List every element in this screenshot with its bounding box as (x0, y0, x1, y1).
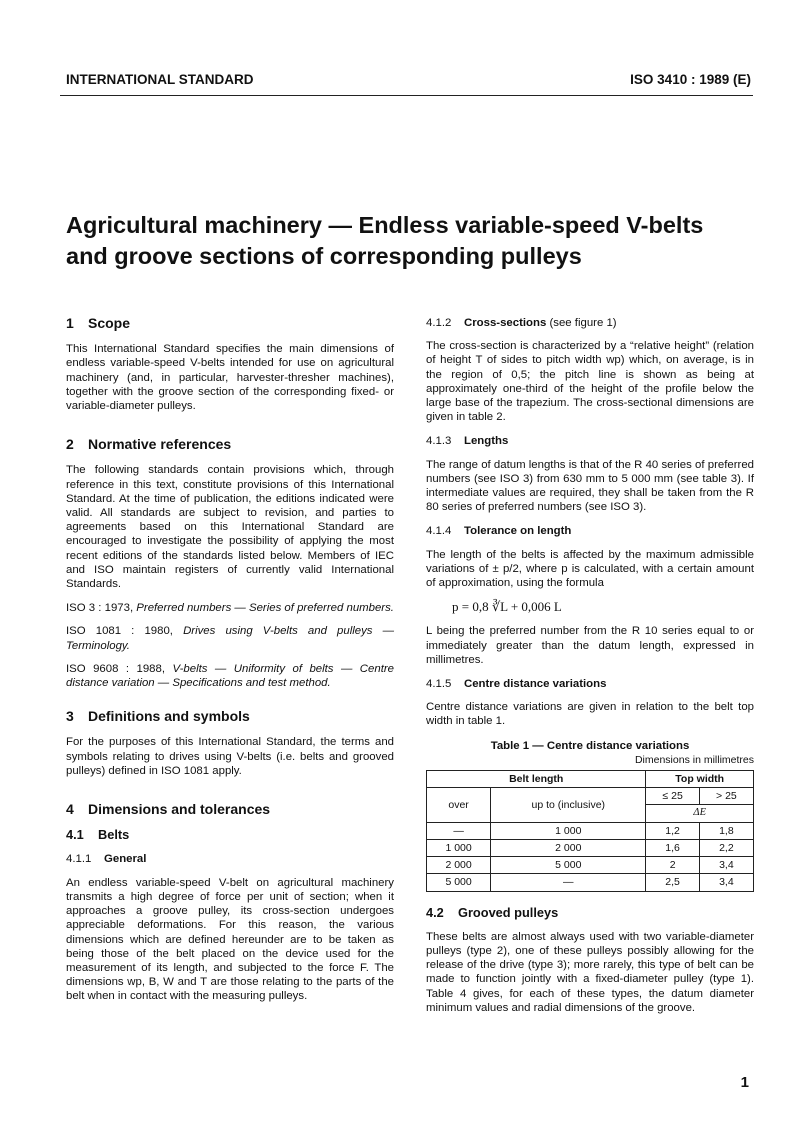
table-cell: 1 000 (427, 839, 491, 856)
table-cell: 2,2 (699, 839, 753, 856)
reference-list (66, 601, 394, 690)
table-cell: 1,8 (699, 822, 753, 839)
section-2-heading: 2 Normative references (66, 436, 232, 453)
left-column (66, 316, 394, 1014)
table-cell: — (491, 874, 646, 891)
section-4-2-text: These belts are almost always used with two variable-diameter pulleys (type 2), one of these pulleys possibly allowing for the release of the drive (type 3); more rarely, this type of belt can be made to function jointly with a fixed-diameter pulley (type 1). Table 4 gives, for each of these types, the datum diameter minimum values and radial dimensions of the groove. (426, 930, 754, 1014)
over-header: over (427, 788, 491, 822)
reference-item: ISO 9608 : 1988, V-belts — Uniformity of belts — Centre distance variation — Specifications and test method. (66, 662, 394, 690)
section-4-1-4-heading: 4.1.4 Tolerance on length (426, 525, 572, 538)
centre-distance-table (426, 770, 754, 891)
section-4-1-5-text: Centre distance variations are given in relation to the belt top width in table 1. (426, 701, 754, 728)
table-cell: 3,4 (699, 874, 753, 891)
header-rule (60, 95, 753, 96)
table-cell: 2 (646, 857, 699, 874)
section-3-text: For the purposes of this International Standard, the terms and symbols relating to drives using V-belts (i.e. belts and grooved pulleys) defined in ISO 1081 apply. (66, 736, 394, 777)
table-1-caption: Table 1 — Centre distance variations (490, 739, 690, 752)
header-right: ISO 3410 : 1989 (E) (630, 72, 751, 87)
table-row (427, 839, 754, 856)
table-cell: 5 000 (427, 874, 491, 891)
section-4-1-1-text: An endless variable-speed V-belt on agricultural machinery transmits a high degree of force per unit of section; when it approaches a groove pulley, its cross-section undergoes appreciable deformations. For this reason, the various dimensions which are defined hereunder are to be taken as being those of the belt placed on the device used for the measurement of its length, and subjected to the force F. The dimensions wp, B, W and T are those relating to the parts of the belt when in contact with the measuring pulleys. (66, 876, 394, 1003)
section-3-heading: 3 Definitions and symbols (66, 708, 250, 725)
table-1-units: Dimensions in millimetres (634, 753, 754, 766)
table-row (427, 874, 754, 891)
length-tolerance-formula: p = 0,8 ∛L + 0,006 L (452, 599, 562, 615)
header-left: INTERNATIONAL STANDARD (66, 72, 254, 87)
le25-header: ≤ 25 (646, 788, 699, 805)
section-1-heading: 1 Scope (66, 315, 131, 331)
section-4-1-heading: 4.1 Belts (66, 827, 130, 843)
section-4-1-3-text: The range of datum lengths is that of the R 40 series of preferred numbers (see ISO 3) from 630 mm to 5 000 mm (see table 3). If intermediate values are required, they shall be taken from the R 80 series of preferred numbers (see ISO 3). (426, 458, 754, 514)
table-cell: — (427, 822, 491, 839)
upto-header: up to (inclusive) (491, 788, 646, 822)
table-row (427, 822, 754, 839)
table-cell: 1,6 (646, 839, 699, 856)
reference-item: ISO 3 : 1973, Preferred numbers — Series of preferred numbers. (66, 602, 394, 615)
table-cell: 2 000 (427, 857, 491, 874)
section-4-1-2-heading: 4.1.2 Cross-sections (see figure 1) (426, 317, 617, 329)
section-4-1-2-text: The cross-section is characterized by a “relative height” (relation of height T of sides to pitch width wp) which, on average, is in the region of 0,5; the pitch line is shown as being at approximately one-third of the height of the profile below the large base of the trapezium. The cross-sectional dimensions are given in table 2. (426, 340, 754, 424)
page-number: 1 (740, 1074, 749, 1091)
section-4-heading: 4 Dimensions and tolerances (66, 801, 271, 818)
section-1-text: This International Standard specifies the main dimensions of endless variable-speed V-belts intended for use on agricultural machinery (and, in particular, harvester-thresher machines), together with the groove section of the corresponding fixed- or variable-diameter pulleys. (66, 343, 394, 413)
top-width-header: Top width (646, 771, 754, 788)
right-column (426, 316, 754, 1025)
table-cell: 2 000 (491, 839, 646, 856)
table-row (427, 857, 754, 874)
belt-length-header: Belt length (427, 771, 646, 788)
delta-e-header: ΔE (646, 805, 754, 822)
section-4-1-5-heading: 4.1.5 Centre distance variations (426, 678, 607, 691)
gt25-header: > 25 (699, 788, 753, 805)
document-title (66, 210, 766, 272)
reference-item: ISO 1081 : 1980, Drives using V-belts and pulleys — Terminology. (66, 625, 394, 652)
section-4-1-3-heading: 4.1.3 Lengths (426, 435, 509, 448)
section-2-text: The following standards contain provisions which, through reference in this text, constitute provisions of this International Standard. At the time of publication, the editions indicated were valid. All standards are subject to revision, and parties to agreements based on this International Standard are encouraged to investigate the possibility of applying the most recent editions of the standards listed below. Members of IEC and ISO maintain registers of currently valid International Standards. (66, 464, 394, 591)
title-line-2: and groove sections of corresponding pulleys (66, 243, 582, 269)
table-cell: 1,2 (646, 822, 699, 839)
section-4-1-1-heading: 4.1.1 General (66, 853, 147, 866)
section-4-1-4-text: The length of the belts is affected by the maximum admissible variations of ± p/2, where p is calculated, with a certain amount of approximation, using the formula (426, 548, 754, 590)
section-4-2-heading: 4.2 Grooved pulleys (426, 904, 559, 920)
table-cell: 3,4 (699, 857, 753, 874)
title-line-1: Agricultural machinery — Endless variable-speed V-belts (66, 212, 704, 238)
section-4-1-4-after: L being the preferred number from the R 10 series equal to or immediately greater than the datum length, expressed in millimetres. (426, 625, 754, 666)
table-cell: 5 000 (491, 857, 646, 874)
table-cell: 1 000 (491, 822, 646, 839)
table-cell: 2,5 (646, 874, 699, 891)
